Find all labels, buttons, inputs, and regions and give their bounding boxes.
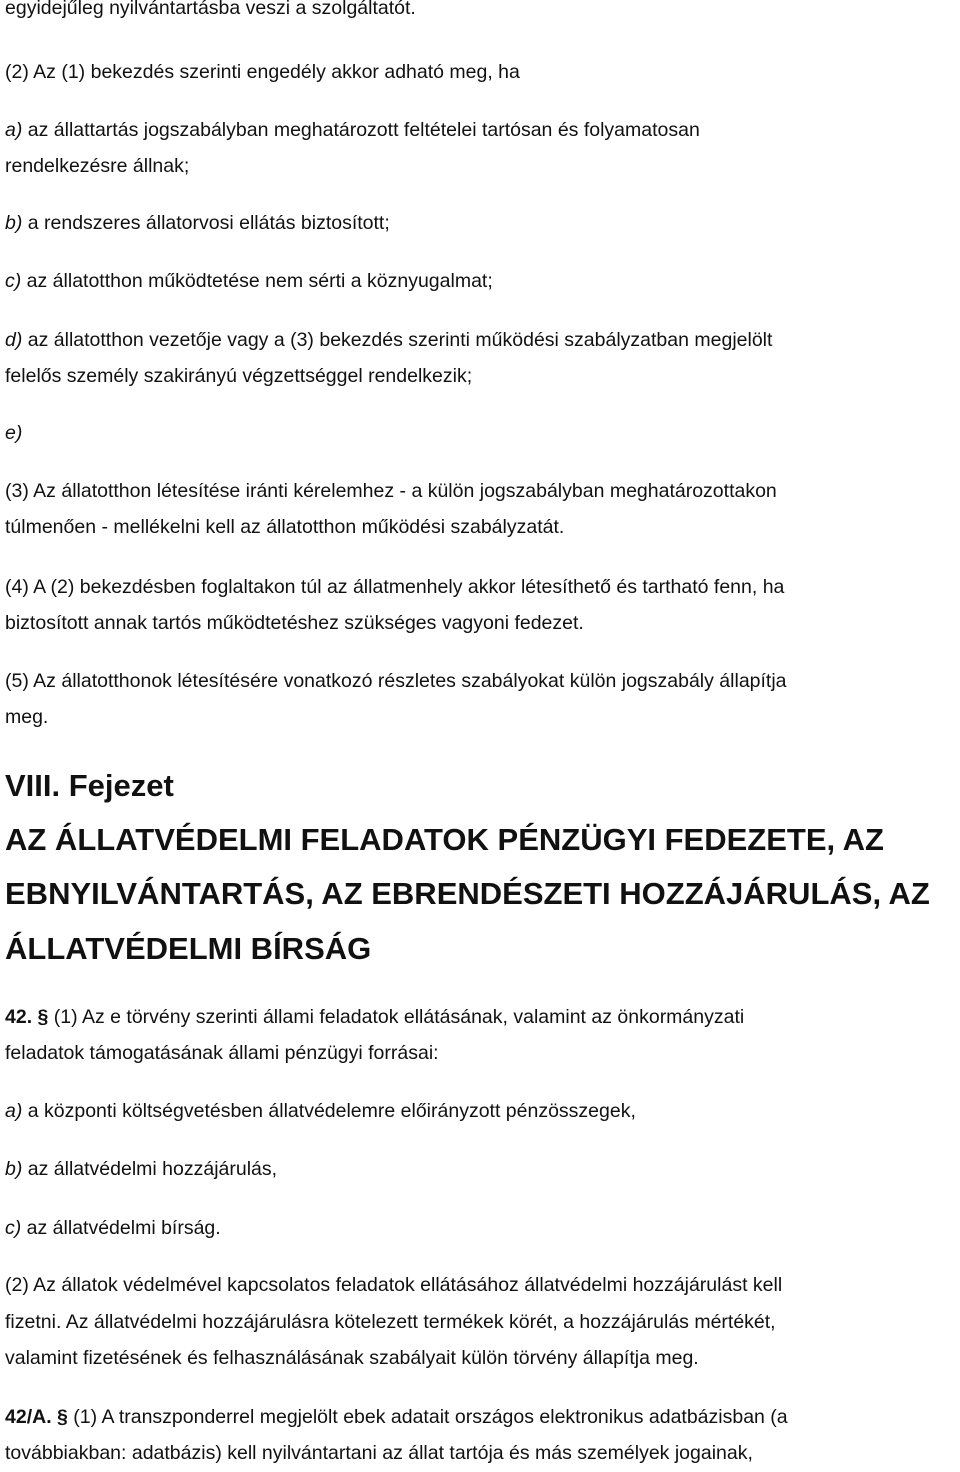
chapter-title-line: ÁLLATVÉDELMI BÍRSÁG — [5, 931, 372, 966]
text-line: feladatok támogatásának állami pénzügyi forrásai: — [5, 1042, 439, 1064]
chapter-heading: VIII. Fejezet — [5, 768, 174, 803]
chapter-title-line: EBNYILVÁNTARTÁS, AZ EBRENDÉSZETI HOZZÁJÁRULÁS, AZ — [5, 876, 930, 911]
text-line: egyidejűleg nyilvántartásba veszi a szolgáltatót. — [5, 0, 416, 19]
paragraph-4: (4) A (2) bekezdésben foglaltakon túl az állatmenhely akkor létesíthető és tartható fenn, ha — [5, 576, 785, 598]
paragraph-5: (5) Az állatotthonok létesítésére vonatkozó részletes szabályokat külön jogszabály állapítja — [5, 670, 787, 692]
text-line: meg. — [5, 706, 49, 728]
text-line: továbbiakban: adatbázis) kell nyilvántartani az állat tartója és más személyek jogainak, — [5, 1442, 753, 1464]
text-line: biztosított annak tartós működtetéshez szükséges vagyoni fedezet. — [5, 612, 584, 634]
text-line: túlmenően - mellékelni kell az állatotthon működési szabályzatát. — [5, 516, 565, 538]
paragraph-2: (2) Az (1) bekezdés szerinti engedély akkor adható meg, ha — [5, 61, 520, 83]
item-c: c) az állatotthon működtetése nem sérti a köznyugalmat; — [5, 270, 493, 292]
item-d: d) az állatotthon vezetője vagy a (3) bekezdés szerinti működési szabályzatban megjelölt — [5, 329, 773, 351]
text-line: fizetni. Az állatvédelmi hozzájárulásra kötelezett termékek körét, a hozzájárulás mértékét, — [5, 1311, 776, 1333]
paragraph-3: (3) Az állatotthon létesítése iránti kérelemhez - a külön jogszabályban meghatározottakon — [5, 480, 777, 502]
item-a: a) a központi költségvetésben állatvédelemre előirányzott pénzösszegek, — [5, 1100, 636, 1122]
item-e: e) — [5, 422, 23, 444]
text-line: valamint fizetésének és felhasználásának szabályait külön törvény állapítja meg. — [5, 1347, 699, 1369]
section-42: 42. § (1) Az e törvény szerinti állami feladatok ellátásának, valamint az önkormányzati — [5, 1006, 745, 1028]
paragraph-42-2: (2) Az állatok védelmével kapcsolatos feladatok ellátásához állatvédelmi hozzájárulást kell — [5, 1274, 783, 1296]
text-line: felelős személy szakirányú végzettséggel rendelkezik; — [5, 365, 473, 387]
text-line: rendelkezésre állnak; — [5, 155, 190, 177]
chapter-title-line: AZ ÁLLATVÉDELMI FELADATOK PÉNZÜGYI FEDEZETE, AZ — [5, 822, 884, 857]
item-b: b) az állatvédelmi hozzájárulás, — [5, 1158, 278, 1180]
item-c: c) az állatvédelmi bírság. — [5, 1217, 221, 1239]
item-b: b) a rendszeres állatorvosi ellátás biztosított; — [5, 212, 390, 234]
item-a: a) az állattartás jogszabályban meghatározott feltételei tartósan és folyamatosan — [5, 119, 700, 141]
section-42a: 42/A. § (1) A transzponderrel megjelölt ebek adatait országos elektronikus adatbázisban (a — [5, 1406, 788, 1428]
